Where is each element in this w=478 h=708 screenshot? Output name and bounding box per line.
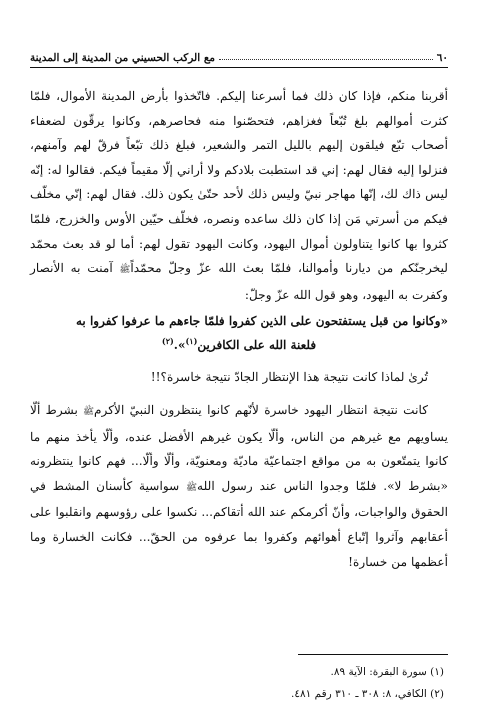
question-line: تُرىٰ لماذا كانت نتيجة هذا الإنتظار الجادّ نتيجة خاسرة؟!! xyxy=(150,370,428,385)
footnote-1: (١) سورة البقرة: الآية ٨٩. xyxy=(330,666,444,678)
paragraph-2 xyxy=(30,398,448,574)
footnote-ref-2: (٢) xyxy=(161,336,174,347)
paragraph-1-end: آمنت به الأنصار وكفرت به اليهود، وهو قول الله عزّ وجلّ: xyxy=(30,261,448,302)
footnote-2: (٢) الكافي، ٨: ٣٠٨ ـ ٣١٠ رقم ٤٨١. xyxy=(291,688,444,700)
paragraph-1 xyxy=(30,84,448,307)
header-dot-leader xyxy=(219,59,433,60)
page-number: ٦٠ xyxy=(436,52,448,64)
main-text xyxy=(30,84,448,574)
running-header xyxy=(30,44,448,64)
paragraph-1-text: أقربنا منكم، فإذا كان ذلك فما أسرعنا إليكم. فاتّخذوا بأرض المدينة الأموال، فلمّا كثرت أموالهم بلغ تُبّعاً فغزاهم، فتحصّنوا منه فحاصرهم، وكانوا يرقّون لضعفاء أصحاب تبّع فيلقون إليهم بالليل التمر والشعير، فبلغ ذلك تبّعاً فرقّ لهم وآمنهم، فنزلوا إليه فقال لهم: إني قد استطبت بلادكم ولا أراني إلّا مقيماً فيكم. فقالوا له: إنّه ليس ذاك لك، إنّها مهاجر نبيّ وليس ذلك لأحد حتّىٰ يكون ذلك. فقال لهم: إنّي مخلّف فيكم من أسرتي مَن إذا كان ذلك ساعده ونصره، فخلّف حيّين الأوس والخزرج، فلمّا كثروا بها كانوا يتناولون أموال اليهود، وكانت اليهود تقول لهم: أما لو قد بعث محمّد ليخرجنّكم من ديارنا وأموالنا، فلمّا بعث الله عزّ وجلّ محمّداً xyxy=(30,89,448,276)
quote-line-2 xyxy=(30,333,448,357)
quran-quote xyxy=(30,309,448,357)
quote-line-1: «وكانوا من قبل يستفتحون على الذين كفروا فلمّا جاءهم ما عرفوا كفروا به xyxy=(76,314,448,329)
footnote-ref-1: (١) xyxy=(185,336,198,347)
header-rule xyxy=(30,67,448,68)
footnote-rule xyxy=(298,654,448,655)
quote-line-2-text: فلعنة الله على الكافرين xyxy=(197,338,317,353)
quote-close: ». xyxy=(173,338,186,353)
paragraph-2-start: كانت نتيجة انتظار اليهود خاسرة لأنّهم كانوا ينتظرون النبيّ الأكرم xyxy=(93,402,428,417)
pbuh-symbol-3: ﷺ xyxy=(186,482,198,493)
pbuh-symbol: ﷺ xyxy=(119,265,131,276)
pbuh-symbol-2: ﷺ xyxy=(83,406,94,417)
footnotes xyxy=(30,661,444,705)
paragraph-2-mid: بشرط ألّا يساويهم مع غيرهم من الناس، وألّا يكون غيرهم الأفضل عنده، وألّا يأخذ منهم ما كانوا يتمتّعون به من مواقع اجتماعيّة ماديّة ومعنويّة، وألّا وألّا... فهم كانوا ينتظرونه «بشرط لا». فلمّا وجدوا الناس عند رسول الله xyxy=(30,402,448,493)
paragraph-2-end: سواسية كأسنان المشط في الحقوق والواجبات، وأنّ أكرمكم عند الله أتقاكم... نكسوا على رؤوسهم وانقلبوا على أعقابهم وآثروا إتّباع أهوائهم وكفروا بما عرفوه من الحقّ... فكانت الخسارة وما أعظمها من خسارة! xyxy=(30,478,448,569)
header-title: مع الركب الحسيني من المدينة إلى المدينة xyxy=(30,52,216,64)
